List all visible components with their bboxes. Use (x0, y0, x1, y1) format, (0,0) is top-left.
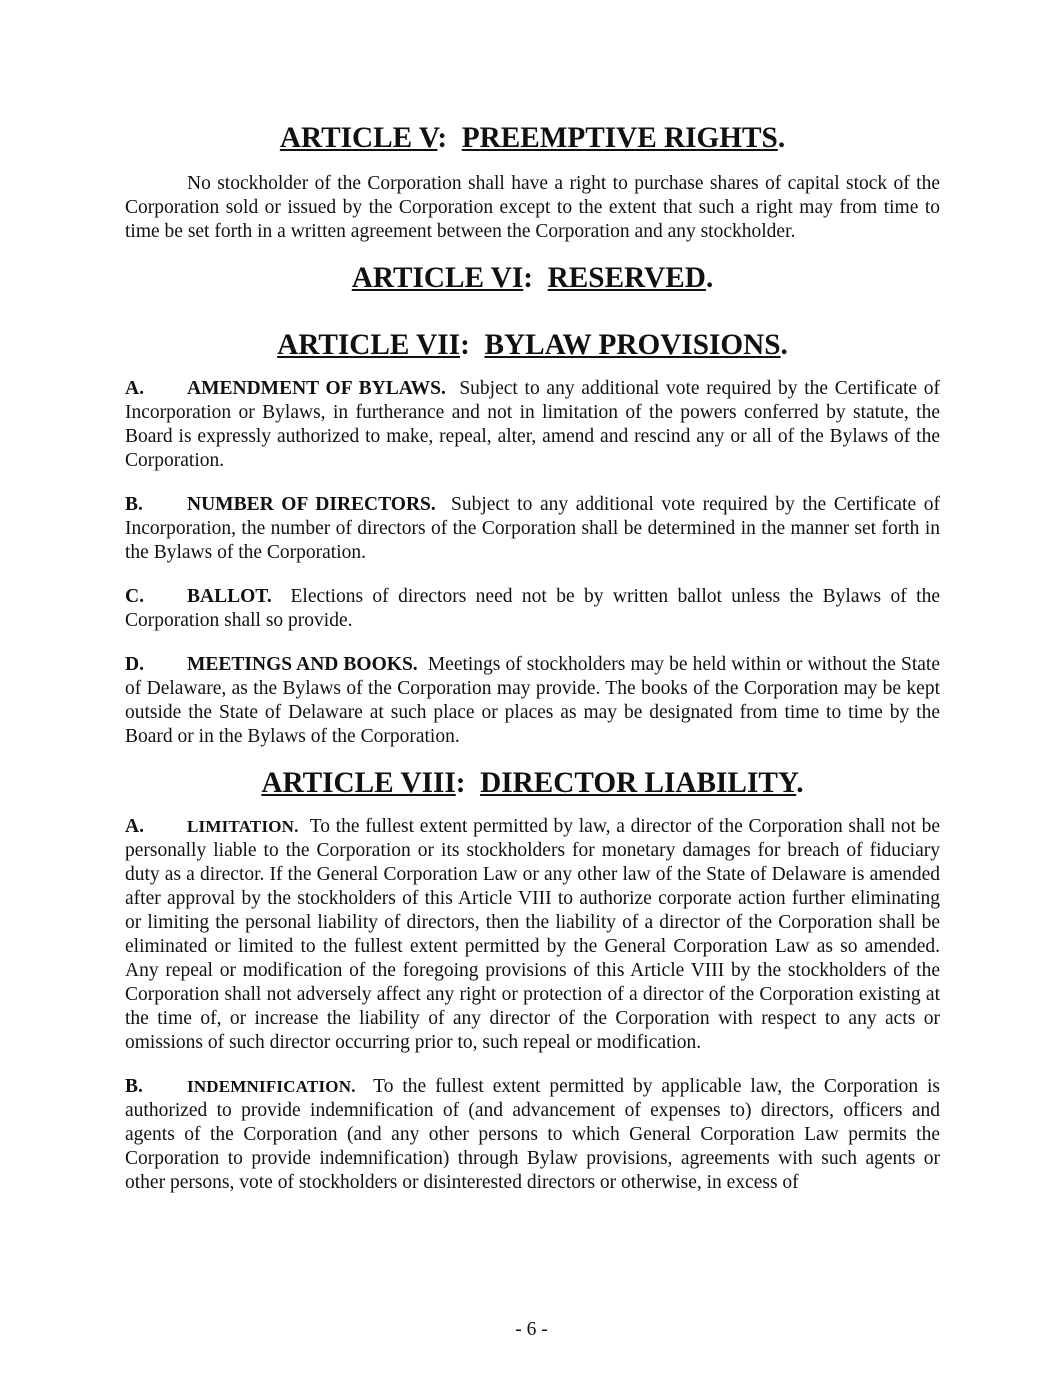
article-vii-section-d (125, 653, 940, 749)
section-title: NUMBER OF DIRECTORS. (187, 494, 436, 515)
section-body: Elections of directors need not be by written ballot unless the Bylaws of the Corporation shall so provide. (125, 586, 940, 631)
section-body: Meetings of stockholders may be held within or without the State of Delaware, as the Bylaws of the Corporation may provide. The books of the Corporation may be kept outside the State of Delaware at such place or places as may be designated from time to time by the Board or in the Bylaws of the Corporation. (125, 654, 940, 747)
section-body: To the fullest extent permitted by applicable law, the Corporation is authorized to provide indemnification of (and advancement of expenses to) directors, officers and agents of the Corporation (and any other persons to which General Corporation Law permits the Corporation to provide indemnification) through Bylaw provisions, agreements with such agents or other persons, vote of stockholders or disinterested directors or otherwise, in excess of (125, 1076, 940, 1193)
section-letter: D. (125, 654, 144, 675)
section-letter: A. (125, 816, 144, 837)
section-body: To the fullest extent permitted by law, a director of the Corporation shall not be personally liable to the Corporation or its stockholders for monetary damages for breach of fiduciary duty as a director. If the General Corporation Law or any other law of the State of Delaware is amended after approval by the stockholders of this Article VIII to authorize corporate action further eliminating or limiting the personal liability of directors, then the liability of a director of the Corporation shall be eliminated or limited to the fullest extent permitted by the General Corporation Law as so amended. Any repeal or modification of the foregoing provisions of this Article VIII by the stockholders of the Corporation shall not adversely affect any right or protection of a director of the Corporation existing at the time of, or increase the liability of any director of the Corporation with respect to any acts or omissions of such director occurring prior to, such repeal or modification. (125, 816, 940, 1053)
section-body: Subject to any additional vote required by the Certificate of Incorporation or Bylaws, in furtherance and not in limitation of the powers conferred by statute, the Board is expressly authorized to make, repeal, alter, amend and rescind any or all of the Bylaws of the Corporation. (125, 378, 941, 471)
article-vii-section-c (125, 585, 940, 633)
section-title: LIMITATION. (187, 817, 299, 836)
article-vi-heading: ARTICLE VI: RESERVED. (351, 262, 714, 294)
article-vii-heading: ARTICLE VII: BYLAW PROVISIONS. (277, 329, 788, 361)
section-title: INDEMNIFICATION. (187, 1077, 356, 1096)
article-vi-number: ARTICLE VI (351, 262, 524, 294)
article-v-body: No stockholder of the Corporation shall have a right to purchase shares of capital stock of the Corporation sold or issued by the Corporation except to the extent that such a right may from time to time be set forth in a written agreement between the Corporation and any stockholder. (125, 173, 940, 242)
article-vii-title: BYLAW PROVISIONS (484, 329, 781, 361)
article-viii-section-a (125, 815, 940, 1055)
article-v-number: ARTICLE V (279, 122, 438, 154)
article-viii-title: DIRECTOR LIABILITY (480, 767, 797, 799)
page-number: - 6 - (515, 1319, 548, 1340)
article-viii-heading: ARTICLE VIII: DIRECTOR LIABILITY. (261, 767, 804, 799)
section-letter: B. (125, 1076, 143, 1097)
section-title: MEETINGS AND BOOKS. (187, 654, 418, 675)
section-letter: B. (125, 494, 143, 515)
section-body: Subject to any additional vote required by the Certificate of Incorporation, the number of directors of the Corporation shall be determined in the manner set forth in the Bylaws of the Corporation. (125, 494, 940, 563)
section-letter: C. (125, 586, 144, 607)
section-title: AMENDMENT OF BYLAWS. (187, 378, 446, 399)
article-v-title: PREEMPTIVE RIGHTS (461, 122, 778, 154)
article-vii-section-a (125, 377, 940, 473)
article-viii-number: ARTICLE VIII (261, 767, 456, 799)
article-viii-section-b (125, 1075, 940, 1195)
article-vii-section-b (125, 493, 940, 565)
article-vii-number: ARTICLE VII (277, 329, 461, 361)
document-page (125, 120, 940, 1195)
section-title: BALLOT. (187, 586, 272, 607)
article-v-heading: ARTICLE V: PREEMPTIVE RIGHTS. (279, 122, 786, 154)
section-letter: A. (125, 378, 144, 399)
article-vi-title: RESERVED (547, 262, 706, 294)
